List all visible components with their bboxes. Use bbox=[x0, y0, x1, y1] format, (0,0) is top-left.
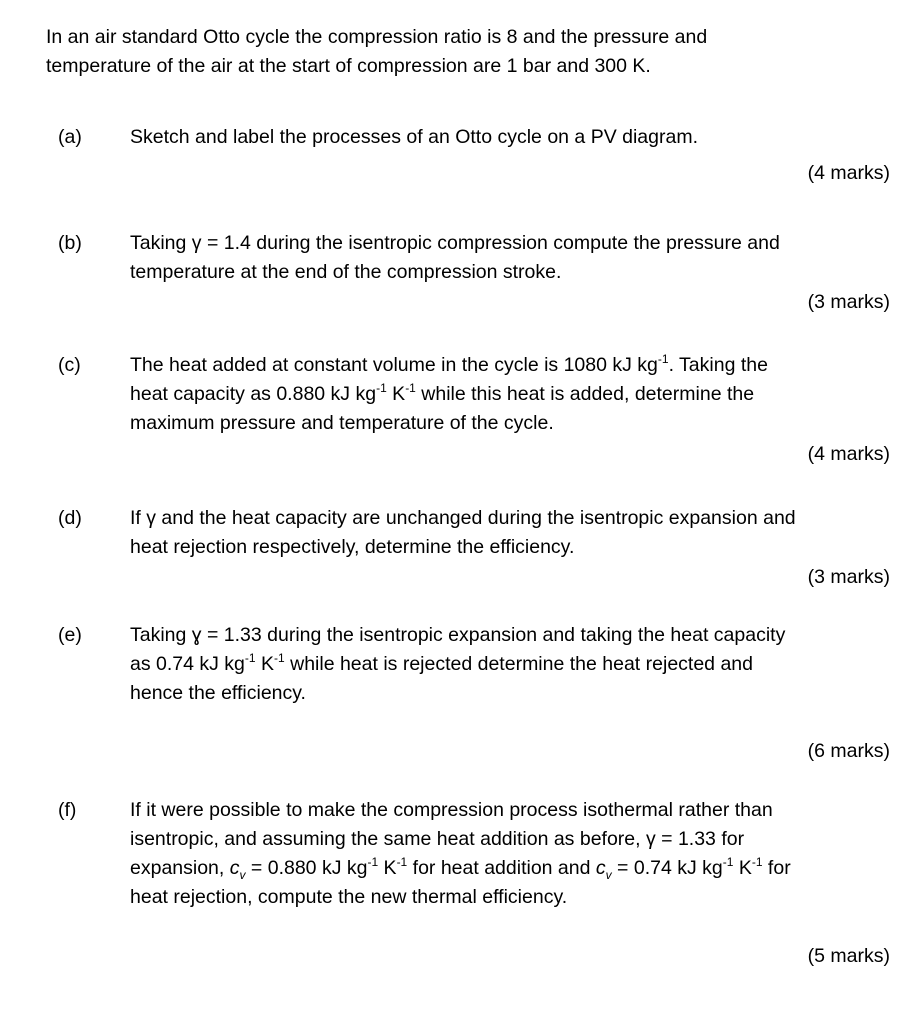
part-text-line: as 0.74 kJ $kg^{-1}$ $K^{-1}$ while heat is rejected determine the heat rejected and bbox=[130, 650, 753, 675]
part-text bbox=[130, 123, 890, 152]
marks-label: (5 marks) bbox=[807, 945, 890, 967]
part-text bbox=[130, 504, 890, 562]
part-text-line: If γ and the heat capacity are unchanged during the isentropic expansion and bbox=[130, 507, 796, 529]
part-text bbox=[130, 796, 890, 912]
part-text-line: Sketch and label the processes of an Otto cycle on a PV diagram. bbox=[130, 126, 698, 148]
part-text-line: Taking γ = 1.4 during the isentropic compression compute the pressure and bbox=[130, 232, 780, 254]
part-text-line: isentropic, and assuming the same heat addition as before, γ = 1.33 for bbox=[130, 828, 745, 850]
marks-label: (3 marks) bbox=[807, 566, 890, 588]
part-text bbox=[130, 229, 890, 287]
part-label: (a) bbox=[58, 126, 82, 148]
part-text-line: heat rejection respectively, determine the efficiency. bbox=[130, 536, 575, 558]
part-text bbox=[130, 351, 890, 438]
part-text-line: Taking ɣ = 1.33 during the isentropic expansion and taking the heat capacity bbox=[130, 624, 786, 646]
part-text-line: temperature at the end of the compression stroke. bbox=[130, 261, 562, 283]
intro-line: In an air standard Otto cycle the compression ratio is 8 and the pressure and bbox=[46, 26, 708, 48]
part-label: (c) bbox=[58, 354, 81, 376]
part-label: (b) bbox=[58, 232, 82, 254]
part-text-line: heat rejection, compute the new thermal efficiency. bbox=[130, 886, 568, 908]
marks-label: (6 marks) bbox=[807, 740, 890, 762]
part-text-line: If it were possible to make the compression process isothermal rather than bbox=[130, 799, 773, 821]
part-text-line: maximum pressure and temperature of the cycle. bbox=[130, 412, 554, 434]
intro-line: temperature of the air at the start of compression are 1 bar and 300 K. bbox=[46, 55, 651, 77]
question-intro bbox=[46, 23, 866, 81]
part-label: (d) bbox=[58, 507, 82, 529]
part-text-line: The heat added at constant volume in the cycle is 1080 kJ $kg^{-1}$. Taking the bbox=[130, 351, 768, 376]
part-text-line: hence the efficiency. bbox=[130, 682, 306, 704]
part-text-line: expansion, $c_v = 0.880$ kJ $kg^{-1}$ $K^{-1}$ for heat addition and $c_v = 0.74$ kJ $kg^{-1}$ $K^{-1}$ for bbox=[130, 854, 791, 882]
part-label: (e) bbox=[58, 624, 82, 646]
part-text bbox=[130, 621, 890, 708]
marks-label: (4 marks) bbox=[807, 162, 890, 184]
part-label: (f) bbox=[58, 799, 77, 821]
marks-label: (4 marks) bbox=[807, 443, 890, 465]
marks-label: (3 marks) bbox=[807, 291, 890, 313]
part-text-line: heat capacity as 0.880 kJ $kg^{-1}$ $K^{-1}$ while this heat is added, determine the bbox=[130, 380, 755, 405]
